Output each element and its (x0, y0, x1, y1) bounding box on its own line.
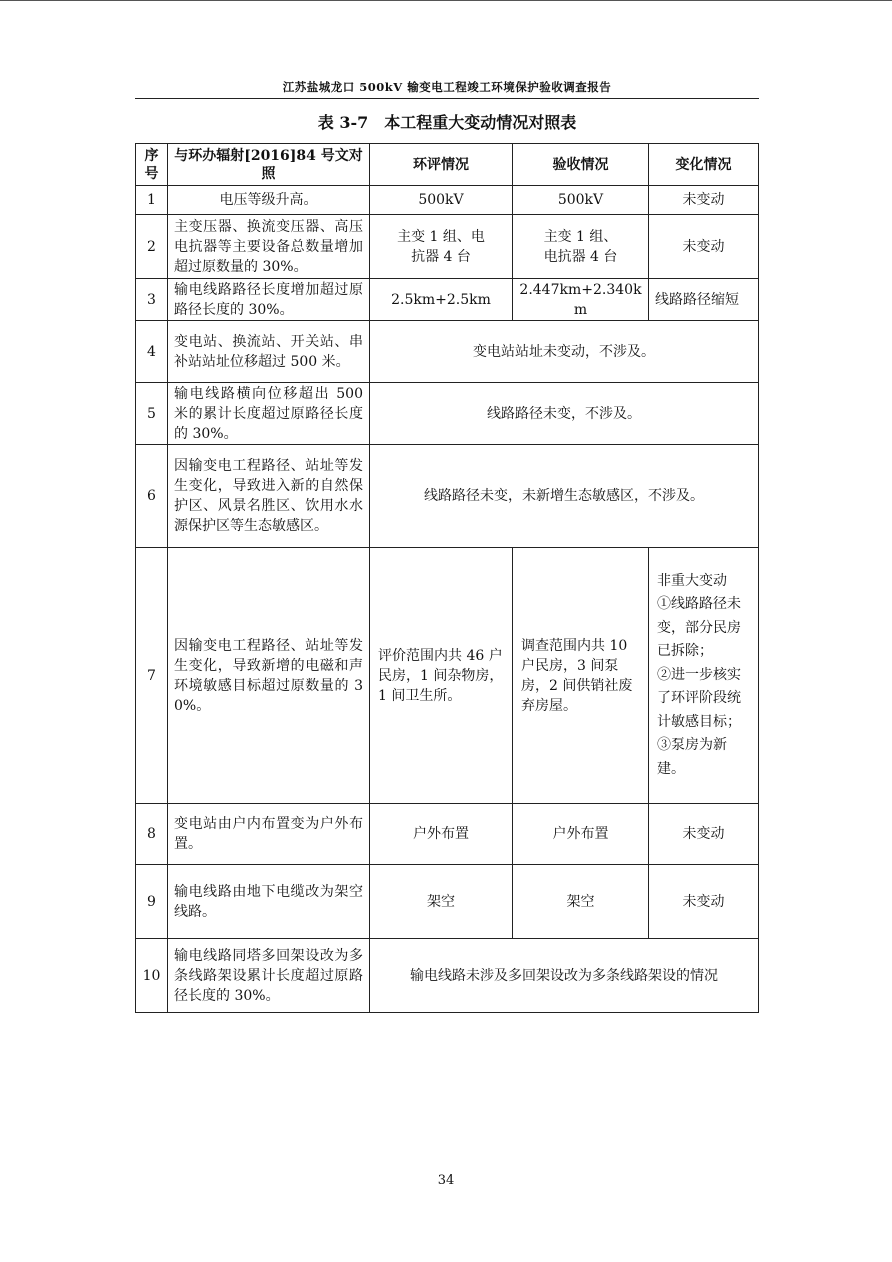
column-header-eia: 环评情况 (370, 144, 513, 186)
column-header-no: 序号 (136, 144, 168, 186)
eia-cell: 500kV (370, 186, 513, 215)
table-row (136, 865, 759, 939)
row-number: 9 (136, 865, 168, 939)
table-row (136, 939, 759, 1013)
acceptance-cell: 调查范围内共 10 户民房，3 间泵房，2 间供销社废弃房屋。 (513, 548, 649, 804)
major-change-comparison-table (135, 143, 759, 1013)
row-number: 5 (136, 383, 168, 445)
criterion-cell: 主变压器、换流变压器、高压电抗器等主要设备总数量增加超过原数量的 30%。 (168, 215, 370, 279)
eia-cell: 2.5km+2.5km (370, 279, 513, 321)
row-number: 6 (136, 445, 168, 548)
acceptance-cell: 500kV (513, 186, 649, 215)
change-cell: 非重大变动 ①线路路径未变，部分民房已拆除； ②进一步核实了环评阶段统计敏感目标； ③泵房为新建。 (649, 548, 759, 804)
table-row (136, 383, 759, 445)
row-number: 8 (136, 804, 168, 865)
table-row (136, 804, 759, 865)
criterion-cell: 输电线路路径长度增加超过原路径长度的 30%。 (168, 279, 370, 321)
merged-status-cell: 变电站站址未变动，不涉及。 (370, 321, 759, 383)
criterion-cell: 因输变电工程路径、站址等发生变化，导致进入新的自然保护区、风景名胜区、饮用水水源保护区等生态敏感区。 (168, 445, 370, 548)
merged-status-cell: 线路路径未变，未新增生态敏感区，不涉及。 (370, 445, 759, 548)
page-top-border (0, 0, 892, 1)
acceptance-cell: 主变 1 组、电抗器 4 台 (513, 215, 649, 279)
page-number: 34 (437, 1173, 455, 1188)
row-number: 2 (136, 215, 168, 279)
row-number: 10 (136, 939, 168, 1013)
acceptance-cell: 户外布置 (513, 804, 649, 865)
change-cell: 未变动 (649, 186, 759, 215)
change-cell: 未变动 (649, 865, 759, 939)
column-header-change: 变化情况 (649, 144, 759, 186)
eia-cell: 架空 (370, 865, 513, 939)
criterion-cell: 变电站由户内布置变为户外布置。 (168, 804, 370, 865)
table-title: 表 3-7 本工程重大变动情况对照表 (317, 113, 577, 132)
table-row (136, 186, 759, 215)
row-number: 1 (136, 186, 168, 215)
acceptance-cell: 架空 (513, 865, 649, 939)
column-header-acceptance: 验收情况 (513, 144, 649, 186)
header-row (136, 144, 759, 186)
criterion-cell: 输电线路由地下电缆改为架空线路。 (168, 865, 370, 939)
header-rule (135, 98, 759, 99)
table-row (136, 445, 759, 548)
acceptance-cell: 2.447km+2.340km (513, 279, 649, 321)
eia-cell: 评价范围内共 46 户民房，1 间杂物房，1 间卫生所。 (370, 548, 513, 804)
table-row (136, 279, 759, 321)
criterion-cell: 输电线路同塔多回架设改为多条线路架设累计长度超过原路径长度的 30%。 (168, 939, 370, 1013)
column-header-criterion: 与环办辐射[2016]84 号文对照 (168, 144, 370, 186)
row-number: 4 (136, 321, 168, 383)
criterion-cell: 输电线路横向位移超出 500 米的累计长度超过原路径长度的 30%。 (168, 383, 370, 445)
criterion-cell: 因输变电工程路径、站址等发生变化，导致新增的电磁和声环境敏感目标超过原数量的 30%。 (168, 548, 370, 804)
merged-status-cell: 线路路径未变，不涉及。 (370, 383, 759, 445)
eia-cell: 主变 1 组、电抗器 4 台 (370, 215, 513, 279)
change-cell: 线路路径缩短 (649, 279, 759, 321)
table-row (136, 548, 759, 804)
change-cell: 未变动 (649, 804, 759, 865)
merged-status-cell: 输电线路未涉及多回架设改为多条线路架设的情况 (370, 939, 759, 1013)
row-number: 3 (136, 279, 168, 321)
criterion-cell: 变电站、换流站、开关站、串补站站址位移超过 500 米。 (168, 321, 370, 383)
row-number: 7 (136, 548, 168, 804)
change-cell: 未变动 (649, 215, 759, 279)
table-row (136, 321, 759, 383)
criterion-cell: 电压等级升高。 (168, 186, 370, 215)
table-row (136, 215, 759, 279)
running-header: 江苏盐城龙口 500kV 输变电工程竣工环境保护验收调查报告 (282, 80, 612, 94)
eia-cell: 户外布置 (370, 804, 513, 865)
